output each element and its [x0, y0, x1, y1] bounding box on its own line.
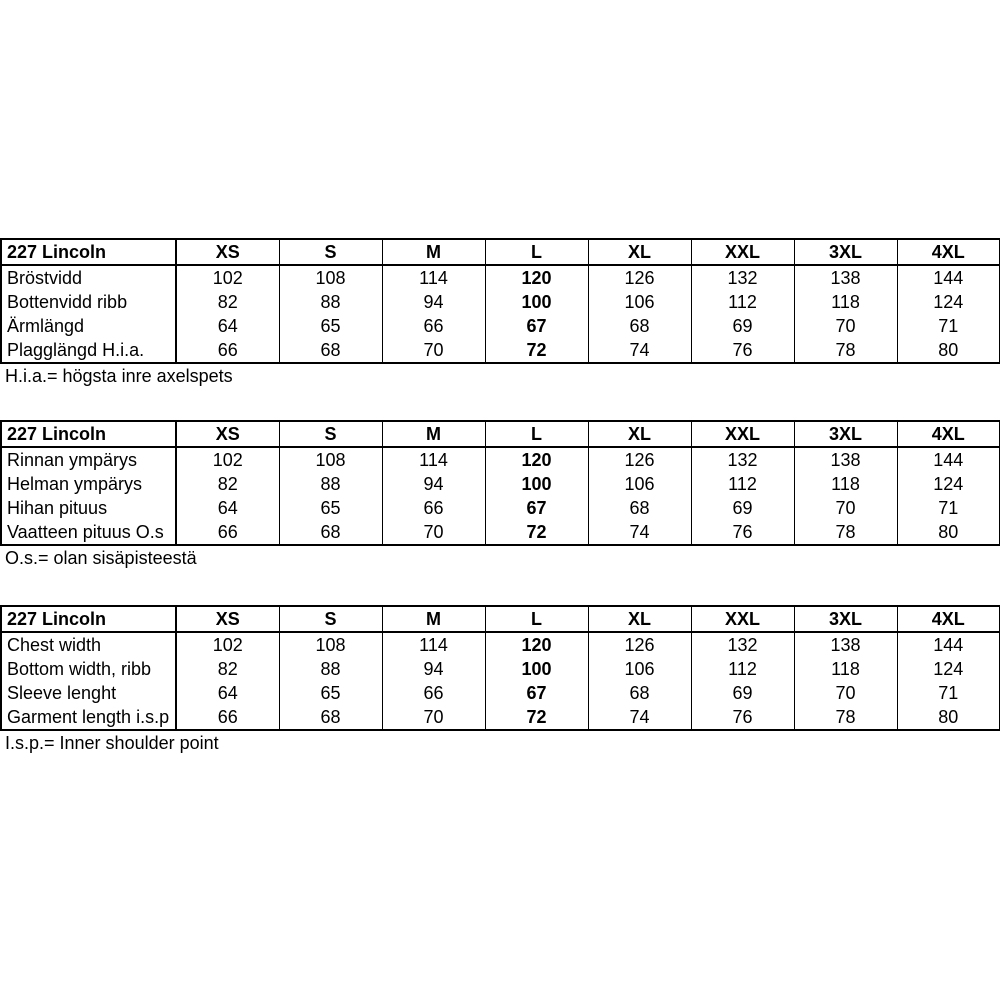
- table-row: [1, 632, 1000, 657]
- measurement-value: 94: [382, 657, 485, 681]
- measurement-value: 124: [897, 657, 1000, 681]
- table-row: [1, 447, 1000, 472]
- measurement-label: Bottenvidd ribb: [1, 290, 176, 314]
- measurement-label: Ärmlängd: [1, 314, 176, 338]
- measurement-value: 138: [794, 632, 897, 657]
- measurement-value: 71: [897, 681, 1000, 705]
- measurement-value: 70: [794, 681, 897, 705]
- measurement-value: 74: [588, 520, 691, 545]
- table-row: [1, 496, 1000, 520]
- size-chart-table: [0, 238, 1000, 364]
- size-header-l: L: [485, 421, 588, 447]
- size-chart-table: [0, 605, 1000, 731]
- table-row: [1, 705, 1000, 730]
- size-header-m: M: [382, 239, 485, 265]
- size-header-l: L: [485, 239, 588, 265]
- measurement-value: 72: [485, 705, 588, 730]
- measurement-value: 65: [279, 496, 382, 520]
- table-row: [1, 520, 1000, 545]
- size-header-3xl: 3XL: [794, 239, 897, 265]
- measurement-value: 72: [485, 338, 588, 363]
- measurement-value: 70: [382, 705, 485, 730]
- measurement-value: 100: [485, 290, 588, 314]
- measurement-value: 114: [382, 632, 485, 657]
- measurement-value: 69: [691, 496, 794, 520]
- table-header-row: [1, 421, 1000, 447]
- measurement-value: 112: [691, 290, 794, 314]
- measurement-value: 132: [691, 265, 794, 290]
- table-header-row: [1, 239, 1000, 265]
- abbreviation-note: O.s.= olan sisäpisteestä: [5, 548, 197, 568]
- model-title: 227 Lincoln: [1, 606, 176, 632]
- table-row: [1, 265, 1000, 290]
- table-row: [1, 314, 1000, 338]
- measurement-value: 144: [897, 447, 1000, 472]
- measurement-value: 76: [691, 338, 794, 363]
- measurement-value: 74: [588, 705, 691, 730]
- measurement-value: 66: [176, 520, 279, 545]
- measurement-value: 66: [176, 705, 279, 730]
- size-chart-table: [0, 420, 1000, 546]
- size-header-xxl: XXL: [691, 239, 794, 265]
- measurement-value: 70: [794, 496, 897, 520]
- measurement-value: 108: [279, 632, 382, 657]
- measurement-label: Hihan pituus: [1, 496, 176, 520]
- measurement-value: 102: [176, 265, 279, 290]
- table-row: [1, 681, 1000, 705]
- measurement-label: Plagglängd H.i.a.: [1, 338, 176, 363]
- size-header-s: S: [279, 421, 382, 447]
- model-title: 227 Lincoln: [1, 421, 176, 447]
- measurement-value: 71: [897, 314, 1000, 338]
- measurement-value: 138: [794, 265, 897, 290]
- table-row: [1, 472, 1000, 496]
- measurement-value: 88: [279, 472, 382, 496]
- measurement-value: 68: [279, 338, 382, 363]
- table-row: [1, 657, 1000, 681]
- size-header-xxl: XXL: [691, 421, 794, 447]
- measurement-value: 118: [794, 657, 897, 681]
- size-header-4xl: 4XL: [897, 606, 1000, 632]
- measurement-value: 70: [794, 314, 897, 338]
- table-header-row: [1, 606, 1000, 632]
- measurement-value: 80: [897, 520, 1000, 545]
- measurement-label: Bottom width, ribb: [1, 657, 176, 681]
- measurement-value: 65: [279, 681, 382, 705]
- measurement-value: 78: [794, 705, 897, 730]
- measurement-value: 76: [691, 520, 794, 545]
- measurement-label: Garment length i.s.p: [1, 705, 176, 730]
- size-header-xs: XS: [176, 239, 279, 265]
- measurement-value: 82: [176, 290, 279, 314]
- measurement-value: 82: [176, 472, 279, 496]
- size-header-3xl: 3XL: [794, 421, 897, 447]
- measurement-value: 114: [382, 447, 485, 472]
- measurement-value: 132: [691, 447, 794, 472]
- measurement-value: 70: [382, 520, 485, 545]
- measurement-value: 64: [176, 314, 279, 338]
- measurement-value: 74: [588, 338, 691, 363]
- measurement-value: 106: [588, 472, 691, 496]
- measurement-value: 66: [382, 496, 485, 520]
- measurement-value: 70: [382, 338, 485, 363]
- measurement-value: 118: [794, 290, 897, 314]
- measurement-value: 120: [485, 447, 588, 472]
- measurement-value: 120: [485, 265, 588, 290]
- model-title: 227 Lincoln: [1, 239, 176, 265]
- abbreviation-note: H.i.a.= högsta inre axelspets: [5, 366, 233, 386]
- measurement-value: 102: [176, 632, 279, 657]
- measurement-value: 138: [794, 447, 897, 472]
- measurement-label: Chest width: [1, 632, 176, 657]
- measurement-value: 120: [485, 632, 588, 657]
- measurement-value: 112: [691, 472, 794, 496]
- measurement-value: 88: [279, 657, 382, 681]
- measurement-value: 82: [176, 657, 279, 681]
- measurement-value: 106: [588, 657, 691, 681]
- measurement-value: 78: [794, 338, 897, 363]
- measurement-value: 94: [382, 290, 485, 314]
- measurement-value: 144: [897, 265, 1000, 290]
- measurement-label: Bröstvidd: [1, 265, 176, 290]
- size-header-s: S: [279, 239, 382, 265]
- measurement-value: 68: [588, 681, 691, 705]
- measurement-value: 126: [588, 632, 691, 657]
- measurement-value: 126: [588, 265, 691, 290]
- size-header-xs: XS: [176, 606, 279, 632]
- table-row: [1, 338, 1000, 363]
- measurement-value: 67: [485, 681, 588, 705]
- measurement-value: 144: [897, 632, 1000, 657]
- measurement-label: Sleeve lenght: [1, 681, 176, 705]
- measurement-label: Rinnan ympärys: [1, 447, 176, 472]
- size-header-xl: XL: [588, 606, 691, 632]
- measurement-value: 78: [794, 520, 897, 545]
- measurement-value: 108: [279, 265, 382, 290]
- size-header-xl: XL: [588, 421, 691, 447]
- measurement-value: 112: [691, 657, 794, 681]
- measurement-value: 66: [382, 681, 485, 705]
- size-header-m: M: [382, 606, 485, 632]
- size-table-swedish: [0, 238, 1000, 388]
- size-header-l: L: [485, 606, 588, 632]
- measurement-value: 64: [176, 681, 279, 705]
- measurement-value: 126: [588, 447, 691, 472]
- size-header-m: M: [382, 421, 485, 447]
- measurement-value: 108: [279, 447, 382, 472]
- size-table-english: [0, 605, 1000, 755]
- size-header-4xl: 4XL: [897, 239, 1000, 265]
- measurement-value: 76: [691, 705, 794, 730]
- measurement-value: 65: [279, 314, 382, 338]
- size-header-xl: XL: [588, 239, 691, 265]
- measurement-value: 68: [588, 314, 691, 338]
- measurement-value: 102: [176, 447, 279, 472]
- measurement-value: 69: [691, 314, 794, 338]
- size-header-4xl: 4XL: [897, 421, 1000, 447]
- measurement-value: 80: [897, 705, 1000, 730]
- measurement-value: 66: [382, 314, 485, 338]
- measurement-label: Vaatteen pituus O.s: [1, 520, 176, 545]
- measurement-value: 106: [588, 290, 691, 314]
- measurement-value: 72: [485, 520, 588, 545]
- measurement-label: Helman ympärys: [1, 472, 176, 496]
- size-table-finnish: [0, 420, 1000, 570]
- size-header-3xl: 3XL: [794, 606, 897, 632]
- measurement-value: 88: [279, 290, 382, 314]
- measurement-value: 118: [794, 472, 897, 496]
- measurement-value: 114: [382, 265, 485, 290]
- measurement-value: 64: [176, 496, 279, 520]
- measurement-value: 67: [485, 496, 588, 520]
- measurement-value: 71: [897, 496, 1000, 520]
- measurement-value: 132: [691, 632, 794, 657]
- measurement-value: 68: [279, 705, 382, 730]
- abbreviation-note: I.s.p.= Inner shoulder point: [5, 733, 219, 753]
- size-header-s: S: [279, 606, 382, 632]
- measurement-value: 124: [897, 472, 1000, 496]
- measurement-value: 67: [485, 314, 588, 338]
- measurement-value: 68: [588, 496, 691, 520]
- measurement-value: 124: [897, 290, 1000, 314]
- measurement-value: 66: [176, 338, 279, 363]
- measurement-value: 100: [485, 657, 588, 681]
- measurement-value: 80: [897, 338, 1000, 363]
- measurement-value: 94: [382, 472, 485, 496]
- size-header-xxl: XXL: [691, 606, 794, 632]
- measurement-value: 69: [691, 681, 794, 705]
- table-row: [1, 290, 1000, 314]
- size-header-xs: XS: [176, 421, 279, 447]
- measurement-value: 68: [279, 520, 382, 545]
- measurement-value: 100: [485, 472, 588, 496]
